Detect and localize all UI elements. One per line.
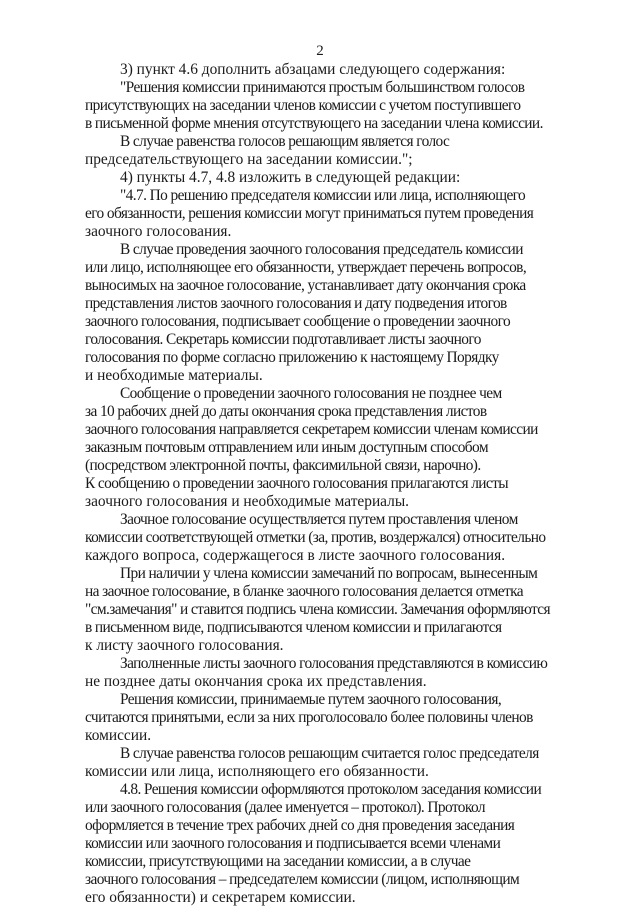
text-line: заочного голосования – председателем комиссии (лицом, исполняющим [85,871,520,888]
text-line: заочного голосования. [85,223,232,240]
text-line: выносимых на заочное голосование, устанавливает дату окончания срока [85,277,526,294]
text-line: комиссии или лица, исполняющего его обязанности. [85,763,429,780]
text-line: В случае равенства голосов решающим считается голос председателя [120,745,539,762]
text-line: В случае равенства голосов решающим является голос [120,133,450,150]
text-line: комиссии, присутствующими на заседании комиссии, а в случае [85,853,471,870]
text-line: заочного голосования направляется секретарем комиссии членам комиссии [85,421,538,438]
text-line: Решения комиссии, принимаемые путем заочного голосования, [120,691,502,708]
text-line: 4) пункты 4.7, 4.8 изложить в следующей редакции: [120,169,461,186]
text-line: и необходимые материалы. [85,367,263,384]
text-line: в письменной форме мнения отсутствующего на заседании члена комиссии. [85,115,543,132]
text-line: не позднее даты окончания срока их представления. [85,673,427,690]
text-line: заочного голосования и необходимые материалы. [85,493,410,510]
text-line: (посредством электронной почты, факсимильной связи, нарочно). [85,457,481,474]
text-line: на заочное голосование, в бланке заочного голосования делается отметка [85,583,523,600]
text-line: или заочного голосования (далее именуется – протокол). Протокол [85,799,485,816]
text-line: в письменном виде, подписываются членом комиссии и прилагаются [85,619,502,636]
text-line: К сообщению о проведении заочного голосования прилагаются листы [85,475,509,492]
text-line: каждого вопроса, содержащегося в листе заочного голосования. [85,547,506,564]
text-line: председательствующего на заседании комиссии."; [85,151,413,168]
text-line: "4.7. По решению председателя комиссии или лица, исполняющего [120,187,526,204]
text-line: присутствующих на заседании членов комиссии с учетом поступившего [85,97,521,114]
text-line: 3) пункт 4.6 дополнить абзацами следующего содержания: [120,61,506,78]
text-line: к листу заочного голосования. [85,637,284,654]
text-line: Заполненные листы заочного голосования представляются в комиссию [120,655,548,672]
text-line: голосования. Секретарь комиссии подготавливает листы заочного [85,331,481,348]
text-line: за 10 рабочих дней до даты окончания срока представления листов [85,403,487,420]
text-line: Сообщение о проведении заочного голосования не позднее чем [120,385,502,402]
text-line: Заочное голосование осуществляется путем проставления членом [120,511,518,528]
text-line: При наличии у члена комиссии замечаний по вопросам, вынесенным [120,565,538,582]
text-line: его обязанности, решения комиссии могут приниматься путем проведения [85,205,534,222]
text-line: представления листов заочного голосования и дату подведения итогов [85,295,507,312]
text-line: "см.замечания" и ставится подпись члена комиссии. Замечания оформляются [85,601,550,618]
page-number: 2 [316,43,324,59]
text-line: или лицо, исполняющее его обязанности, утверждает перечень вопросов, [85,259,527,276]
text-line: заказным почтовым отправлением или иным доступным способом [85,439,488,456]
text-line: комиссии соответствующей отметки (за, против, воздержался) относительно [85,529,546,546]
text-line: голосования по форме согласно приложению к настоящему Порядку [85,349,499,366]
text-line: комиссии или заочного голосования и подписывается всеми членами [85,835,501,852]
text-line: "Решения комиссии принимаются простым большинством голосов [120,79,525,96]
text-line: его обязанности) и секретарем комиссии. [85,889,356,906]
text-line: заочного голосования, подписывает сообщение о проведении заочного [85,313,511,330]
text-line: В случае проведения заочного голосования председатель комиссии [120,241,523,258]
text-line: оформляется в течение трех рабочих дней со дня проведения заседания [85,817,515,834]
text-line: 4.8. Решения комиссии оформляются протоколом заседания комиссии [120,781,542,798]
text-line: комиссии. [85,727,152,744]
text-line: считаются принятыми, если за них проголосовало более половины членов [85,709,533,726]
